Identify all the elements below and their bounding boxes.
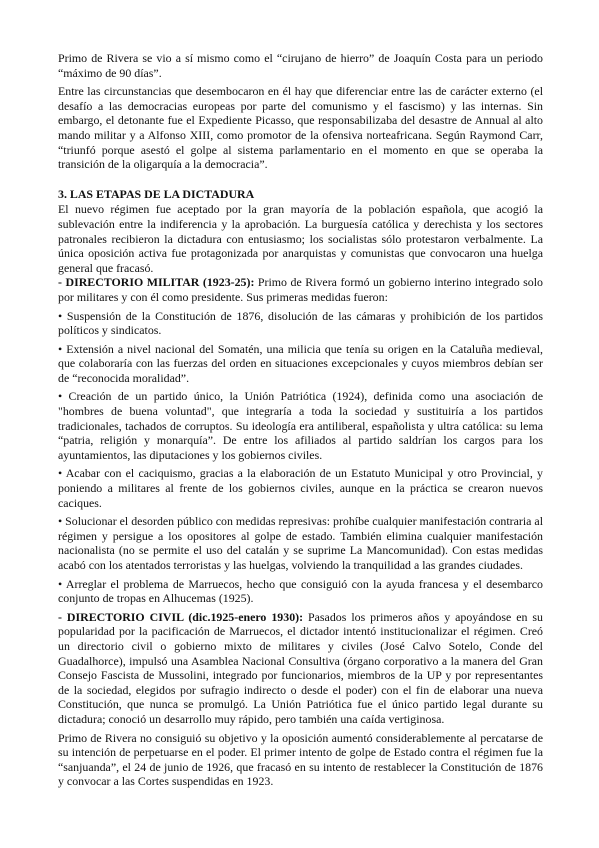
directorio-militar-label: - DIRECTORIO MILITAR (1923-25): bbox=[58, 275, 255, 290]
bullet-orden-publico: • Solucionar el desorden público con medidas represivas: prohíbe cualquier manifestación contraria al régimen y persigue a los opositores al golpe de estado. También elimina cualquier manifestación nacionalista (no se permite el uso del catalán y se suprime La Mancomunidad). Con estas medidas acabó con los atentados terroristas y las huelgas, volviendo la tranquilidad a las grandes ciudades. bbox=[58, 514, 543, 572]
bullet-union-patriotica: • Creación de un partido único, la Unión Patriótica (1924), definida como una asociación de "hombres de buena voluntad", que integraría a toda la sociedad y sustituiría a los partidos tradicionales, tachados de corruptos. Su ideología era antiliberal, españolista y ultra católica: su lema “patria, religión y monarquía”. De entre los afiliados al partido saldrían los cargos para los ayuntamientos, las diputaciones y los gobiernos civiles. bbox=[58, 389, 543, 462]
bullet-caciquismo: • Acabar con el caciquismo, gracias a la elaboración de un Estatuto Municipal y otro Provincial, y poniendo a militares al frente de los gobiernos civiles, aunque en la práctica se crearon nuevos caciques. bbox=[58, 466, 543, 510]
paragraph-circunstancias: Entre las circunstancias que desembocaron en él hay que diferenciar entre las de carácter externo (el desafío a las democracias europeas por parte del comunismo y el fascismo) y las internas. Sin embargo, el detonante fue el Expediente Picasso, que responsabilizaba del desastre de Annual al alto mando militar y a Alfonso XIII, como promotor de la ofensiva norteafricana. Según Raymond Carr, “triunfó porque asestó el golpe al sistema parlamentario en el momento en que se operaba la transición de la oligarquía a la democracia”. bbox=[58, 84, 543, 172]
bullet-marruecos: • Arreglar el problema de Marruecos, hecho que consiguió con la ayuda francesa y el desembarco conjunto de tropas en Alhucemas (1925). bbox=[58, 576, 543, 606]
paragraph-oposicion: Primo de Rivera no consiguió su objetivo y la oposición aumentó considerablemente al percatarse de su intención de perpetuarse en el poder. El primer intento de golpe de Estado contra el régimen fue la “sanjuanda”, el 24 de junio de 1926, que fracasó en su intento de restablecer la Constitución de 1876 y convocar a las Cortes suspendidas en 1923. bbox=[58, 730, 543, 789]
bullet-suspension: • Suspensión de la Constitución de 1876, disolución de las cámaras y prohibición de los partidos políticos y sindicatos. bbox=[58, 308, 543, 338]
bullet-somaten: • Extensión a nivel nacional del Somatén, una milicia que tenía su origen en la Cataluña medieval, que colaboraría con las fuerzas del orden en situaciones excepcionales y cuyos miembros debían ser de “reconocida moralidad”. bbox=[58, 341, 543, 385]
directorio-militar-paragraph bbox=[58, 275, 543, 304]
directorio-militar-text: Primo de Rivera formó un gobierno interino integrado solo por militares y con él como presidente. Sus primeras medidas fueron: bbox=[58, 275, 543, 304]
directorio-civil-text: Pasados los primeros años y apoyándose en su popularidad por la pacificación de Marruecos, el dictador intentó institucionalizar el régimen. Creó un directorio civil o gobierno mixto de militares y civiles (José Calvo Sotelo, Conde del Guadalhorce), impulsó una Asamblea Nacional Consultiva (órgano corporativo a la manera del Gran Consejo Fascista de Mussolini, integrado por funcionarios, miembros de la UP y por representantes de la sociedad, elegidos por sufragio indirecto o desde el poder) con el fin de elaborar una nueva Constitución, que nunca se promulgó. La Unión Patriótica fue el único partido legal durante su dictadura; conoció un desarrollo muy rápido, pero también una caída vertiginosa. bbox=[58, 609, 543, 726]
paragraph-nuevo-regimen: El nuevo régimen fue aceptado por la gran mayoría de la población española, que acogió la sublevación entre la indiferencia y la aprobación. La burguesía católica y derechista y los sectores patronales recibieron la dictadura con entusiasmo; los socialistas sólo protestaron verbalmente. La única oposición activa fue protagonizada por anarquistas y comunistas que convocaron una huelga general que fracasó. bbox=[58, 202, 543, 275]
directorio-civil-paragraph bbox=[58, 610, 543, 727]
directorio-civil-label: - DIRECTORIO CIVIL (dic.1925-enero 1930): bbox=[58, 609, 304, 624]
document-page bbox=[58, 51, 543, 789]
section-heading: 3. LAS ETAPAS DE LA DICTADURA bbox=[58, 186, 255, 201]
paragraph-cirujano: Primo de Rivera se vio a sí mismo como el “cirujano de hierro” de Joaquín Costa para un periodo “máximo de 90 días”. bbox=[58, 51, 543, 80]
